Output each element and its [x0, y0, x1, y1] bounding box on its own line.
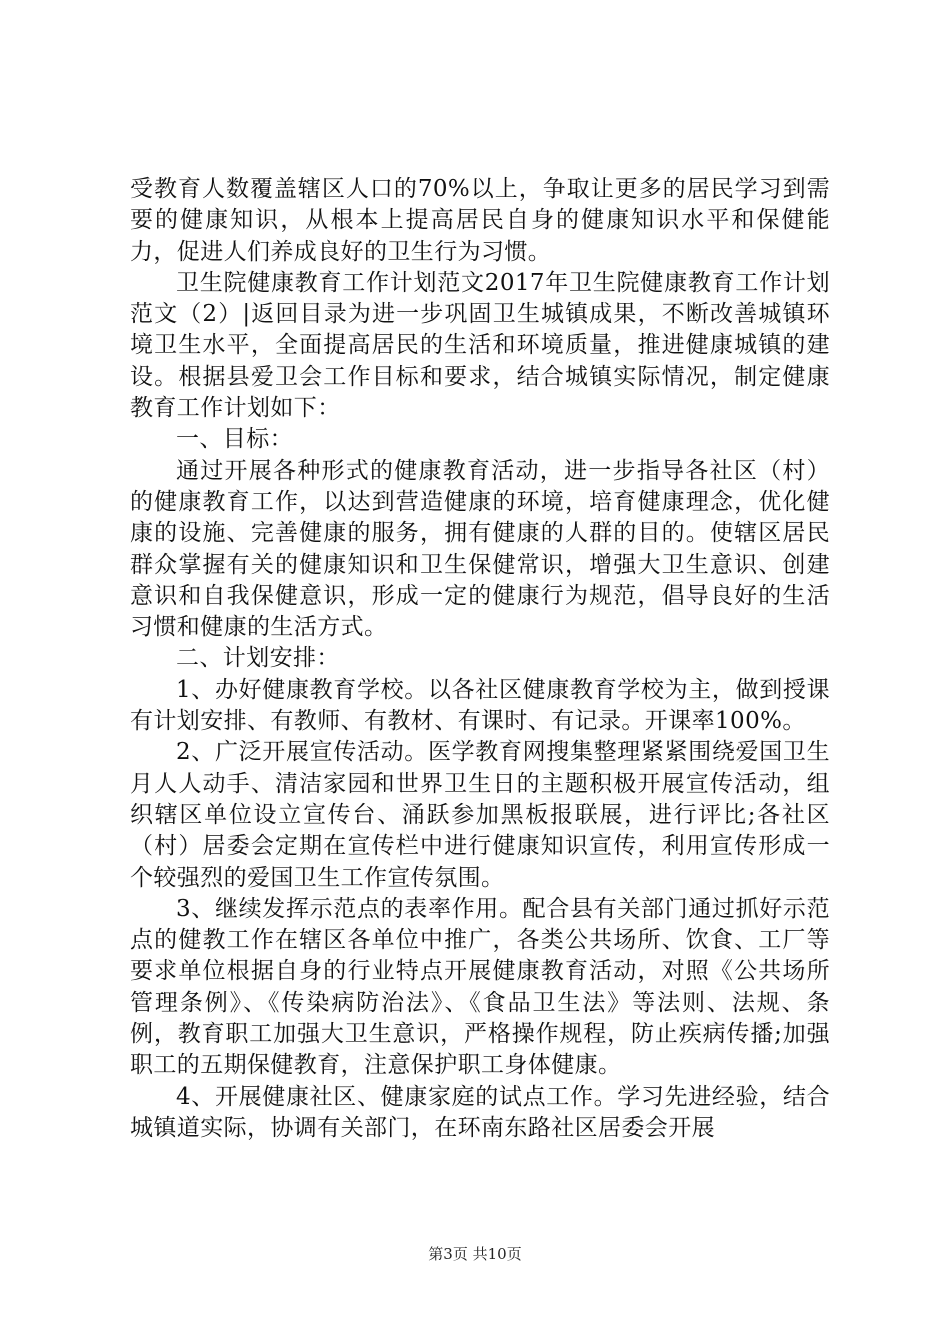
document-body: [130, 174, 830, 1144]
page-number-footer: 第3页 共10页: [428, 1245, 522, 1263]
paragraph-item-1: 1、办好健康教育学校。以各社区健康教育学校为主，做到授课有计划安排、有教师、有教材、有课时、有记录。开课率100%。: [130, 676, 830, 735]
paragraph-goal: 通过开展各种形式的健康教育活动，进一步指导各社区（村）的健康教育工作，以达到营造健康的环境，培育健康理念，优化健康的设施、完善健康的服务，拥有健康的人群的目的。使辖区居民群众掌握有关的健康知识和卫生保健常识，增强大卫生意识、创建意识和自我保健意识，形成一定的健康行为规范，倡导良好的生活习惯和健康的生活方式。: [130, 457, 830, 641]
paragraph-item-2: 2、广泛开展宣传活动。医学教育网搜集整理紧紧围绕爱国卫生月人人动手、清洁家园和世界卫生日的主题积极开展宣传活动，组织辖区单位设立宣传台、涌跃参加黑板报联展，进行评比;各社区（村）居委会定期在宣传栏中进行健康知识宣传，利用宣传形成一个较强烈的爱国卫生工作宣传氛围。: [130, 739, 830, 891]
section-heading-plan: 二、计划安排：: [176, 645, 340, 672]
paragraph-intro: 卫生院健康教育工作计划范文2017年卫生院健康教育工作计划范文（2）|返回目录为进一步巩固卫生城镇成果，不断改善城镇环境卫生水平，全面提高居民的生活和环境质量，推进健康城镇的建设。根据县爱卫会工作目标和要求，结合城镇实际情况，制定健康教育工作计划如下：: [130, 269, 830, 422]
paragraph-item-3: 3、继续发挥示范点的表率作用。配合县有关部门通过抓好示范点的健教工作在辖区各单位中推广，各类公共场所、饮食、工厂等要求单位根据自身的行业特点开展健康教育活动，对照《公共场所管理条例》、《传染病防治法》、《食品卫生法》等法则、法规、条例，教育职工加强大卫生意识，严格操作规程，防止疾病传播;加强职工的五期保健教育，注意保护职工身体健康。: [130, 895, 830, 1079]
section-heading-goal: 一、目标：: [176, 426, 293, 453]
paragraph-continuation: 受教育人数覆盖辖区人口的70%以上，争取让更多的居民学习到需要的健康知识，从根本上提高居民自身的健康知识水平和保健能力，促进人们养成良好的卫生行为习惯。: [130, 176, 830, 265]
paragraph-item-4: 4、开展健康社区、健康家庭的试点工作。学习先进经验，结合城镇道实际，协调有关部门，在环南东路社区居委会开展: [130, 1083, 830, 1141]
